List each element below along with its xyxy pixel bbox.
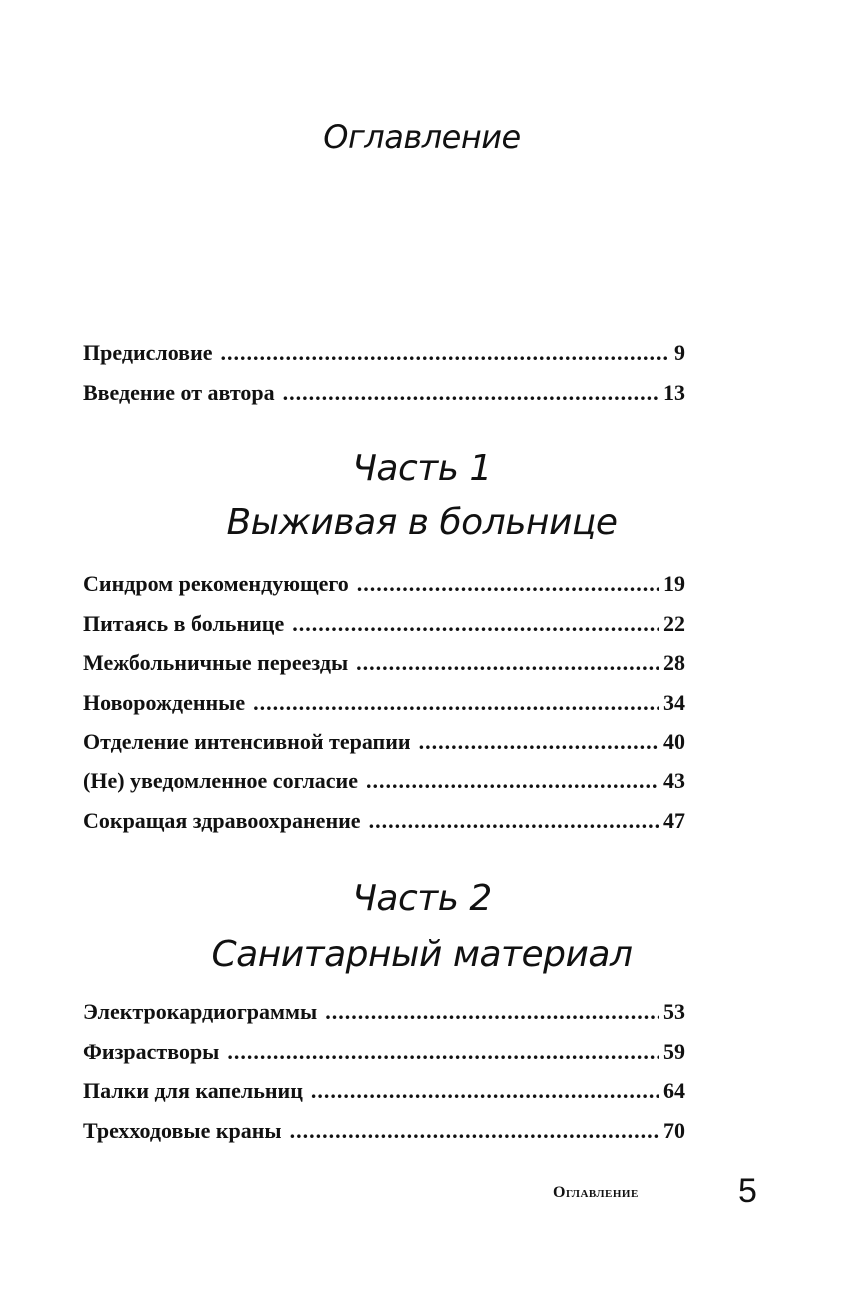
toc-leader bbox=[283, 380, 659, 406]
toc-leader bbox=[366, 768, 659, 794]
toc-entry-page: 40 bbox=[663, 729, 685, 754]
toc-entry bbox=[83, 571, 685, 601]
toc-entry-page: 47 bbox=[663, 808, 685, 833]
toc-leader bbox=[253, 690, 659, 716]
toc-entry-label: Введение от автора bbox=[83, 380, 275, 405]
toc-entry bbox=[83, 999, 685, 1029]
toc-entry-label: Межбольничные переезды bbox=[83, 650, 349, 675]
toc-entry bbox=[83, 808, 685, 838]
toc-entry-page: 53 bbox=[663, 999, 685, 1024]
toc-entry-page: 9 bbox=[674, 340, 685, 365]
toc-entry-page: 22 bbox=[663, 611, 685, 636]
toc-entry-page: 43 bbox=[663, 768, 685, 793]
toc-entry bbox=[83, 340, 685, 370]
toc-entry-label: Палки для капельниц bbox=[83, 1078, 303, 1103]
toc-entry-label: Новорожденные bbox=[83, 690, 246, 715]
toc-entry bbox=[83, 380, 685, 410]
toc-leader bbox=[221, 340, 670, 366]
toc-leader bbox=[356, 650, 659, 676]
toc-leader bbox=[419, 729, 659, 755]
toc-entry bbox=[83, 1039, 685, 1069]
toc-leader bbox=[227, 1039, 659, 1065]
part-2-number: Часть 2 bbox=[352, 878, 492, 919]
toc-entry-label: Электрокардиограммы bbox=[83, 999, 318, 1024]
toc-entry-label: Сокращая здравоохранение bbox=[83, 808, 361, 833]
part-1-number: Часть 1 bbox=[352, 448, 492, 489]
toc-entry-label: Трехходовые краны bbox=[83, 1118, 282, 1143]
toc-entry-page: 59 bbox=[663, 1039, 685, 1064]
toc-entry-page: 28 bbox=[663, 650, 685, 675]
toc-entry-page: 34 bbox=[663, 690, 685, 715]
toc-leader bbox=[357, 571, 659, 597]
toc-entry-page: 70 bbox=[663, 1118, 685, 1143]
toc-entry bbox=[83, 690, 685, 720]
toc-leader bbox=[325, 999, 659, 1025]
page-number: 5 bbox=[738, 1172, 757, 1210]
toc-entry bbox=[83, 611, 685, 641]
toc-leader bbox=[292, 611, 659, 637]
toc-entry-label: Синдром рекомендующего bbox=[83, 571, 349, 596]
toc-entry bbox=[83, 1078, 685, 1108]
toc-entry-page: 64 bbox=[663, 1078, 685, 1103]
toc-entry-label: Физрастворы bbox=[83, 1039, 220, 1064]
toc-entry bbox=[83, 729, 685, 759]
page-title: Оглавление bbox=[323, 118, 521, 156]
toc-leader bbox=[311, 1078, 659, 1104]
toc-entry bbox=[83, 650, 685, 680]
toc-entry-label: Предисловие bbox=[83, 340, 213, 365]
part-1-name: Выживая в больнице bbox=[226, 502, 618, 543]
toc-leader bbox=[369, 808, 659, 834]
toc-entry-label: Питаясь в больнице bbox=[83, 611, 285, 636]
toc-leader bbox=[290, 1118, 659, 1144]
toc-entry-label: Отделение интенсивной терапии bbox=[83, 729, 411, 754]
toc-entry bbox=[83, 1118, 685, 1148]
toc-entry bbox=[83, 768, 685, 798]
toc-entry-page: 13 bbox=[663, 380, 685, 405]
part-2-name: Санитарный материал bbox=[211, 934, 633, 975]
running-head: Оглавление bbox=[553, 1184, 639, 1201]
toc-entry-page: 19 bbox=[663, 571, 685, 596]
toc-entry-label: (Не) уведомленное согласие bbox=[83, 768, 358, 793]
